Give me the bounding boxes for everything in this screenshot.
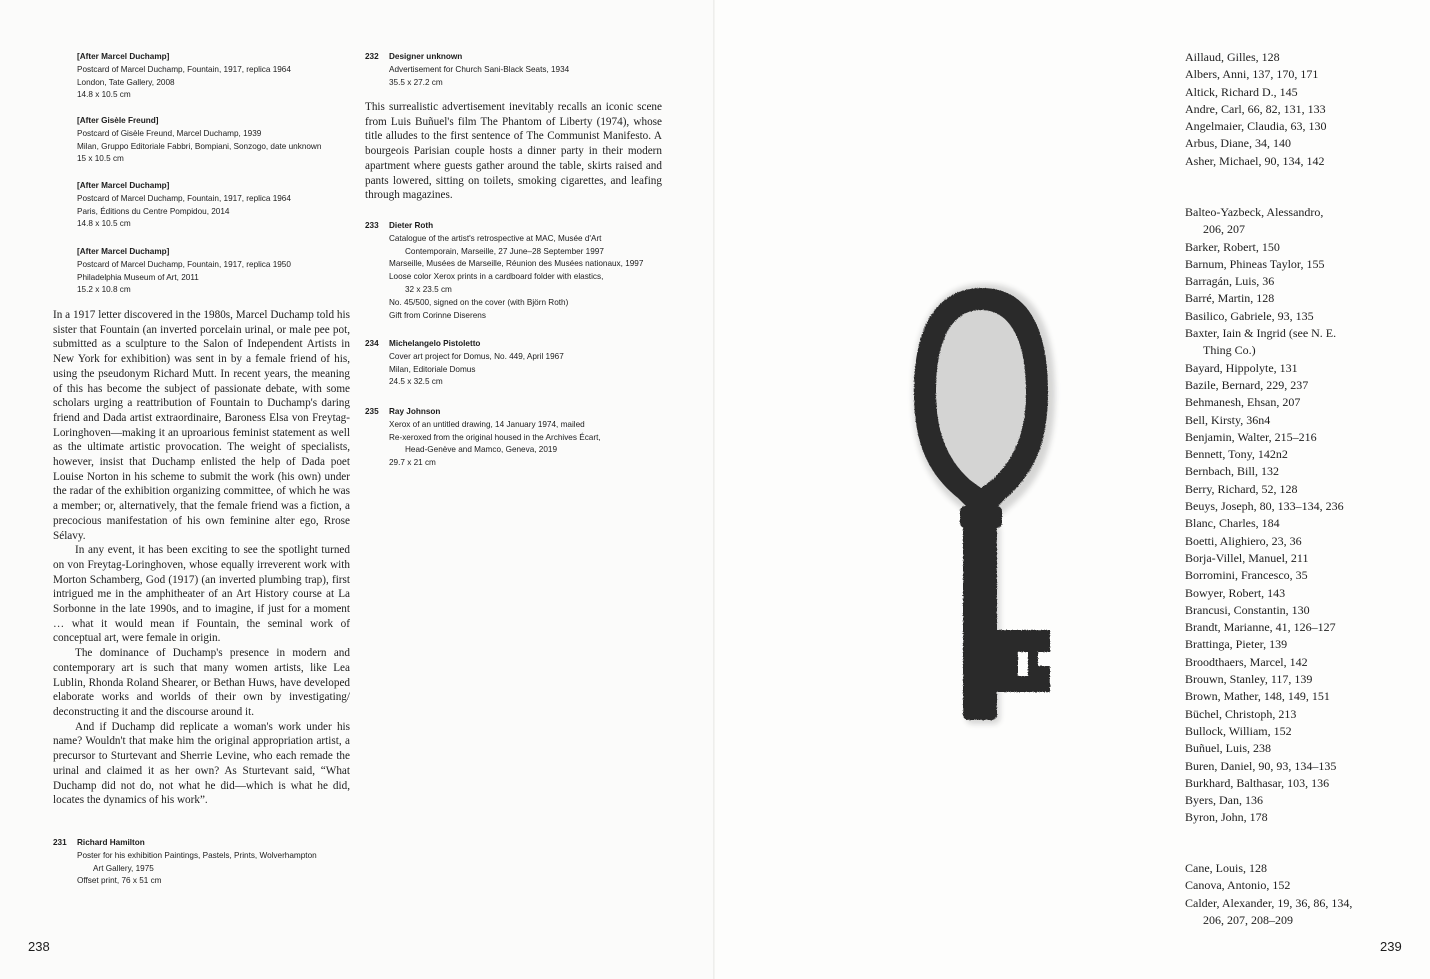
entry-head: [After Gisèle Freund] (77, 116, 159, 125)
entry-head: [After Marcel Duchamp] (77, 181, 170, 190)
entry-line: Postcard of Marcel Duchamp, Fountain, 1917, replica 1950 (77, 259, 291, 269)
index-entry: Buren, Daniel, 90, 93, 134–135 (1185, 758, 1337, 773)
essay-paragraph-4: And if Duchamp did replicate a woman's work under his name? Wouldn't that make him the original appropriation artist, a precursor to Sturtevant and Sherrie Levine, who each remade the urinal and claimed it as her own? As Sturtevant said, “What Duchamp did not do, not what he did—which is what he did, locates the dynamics of his work”. (53, 720, 350, 807)
iron-key-icon (900, 280, 1070, 740)
entry-line: Xerox of an untitled drawing, 14 January 1974, mailed (389, 419, 585, 429)
index-entry: Borromini, Francesco, 35 (1185, 568, 1308, 583)
book-gutter (713, 0, 715, 979)
index-entry: Brattinga, Pieter, 139 (1185, 637, 1288, 652)
index-entry: Angelmaier, Claudia, 63, 130 (1185, 119, 1327, 134)
page-number-right: 239 (1380, 939, 1402, 954)
entry-line: Head-Genève and Mamco, Geneva, 2019 (405, 445, 558, 455)
index-entry: Byers, Dan, 136 (1185, 793, 1263, 808)
index-entry: Brouwn, Stanley, 117, 139 (1185, 672, 1313, 687)
essay-232-paragraph: This surrealistic advertisement inevitably recalls an iconic scene from Luis Buñuel's film The Phantom of Liberty (1974), whose title alludes to the first sentence of The Communist Manifesto. A bourgeois Parisian couple hosts a dinner party in their modern apartment where guests gather around the table, skirts raised and pants lowered, sitting on toilets, smoking cigarettes, and leafing through magazines. (365, 101, 662, 202)
entry-line: Poster for his exhibition Paintings, Pastels, Prints, Wolverhampton (77, 850, 317, 860)
index-entry: Broodthaers, Marcel, 142 (1185, 654, 1308, 669)
index-entry: Blanc, Charles, 184 (1185, 516, 1280, 531)
index-entry-continued: Thing Co.) (1203, 343, 1256, 358)
catalogue-entry-232 (365, 51, 570, 89)
index-entry: Barragán, Luis, 36 (1185, 274, 1275, 289)
entry-head: Dieter Roth (389, 221, 434, 230)
index-entry-continued: 206, 207 (1203, 222, 1245, 237)
entry-line: 14.8 x 10.5 cm (77, 219, 131, 229)
index-entry: Aillaud, Gilles, 128 (1185, 50, 1280, 64)
entry-line: Marseille, Musées de Marseille, Réunion des Musées nationaux, 1997 (389, 259, 644, 269)
index-entry: Bullock, William, 152 (1185, 723, 1292, 738)
essay-text (53, 308, 350, 808)
entry-line: No. 45/500, signed on the cover (with Björn Roth) (389, 297, 569, 307)
index-entry: Boetti, Alighiero, 23, 36 (1185, 533, 1302, 548)
essay-232-text (365, 100, 662, 203)
index-entry: Büchel, Christoph, 213 (1185, 706, 1297, 721)
entry-line: 32 x 23.5 cm (405, 284, 452, 294)
entry-line: 24.5 x 32.5 cm (389, 377, 443, 387)
index-entry: Behmanesh, Ehsan, 207 (1185, 395, 1301, 410)
entry-line: Catalogue of the artist's retrospective at MAC, Musée d'Art (389, 233, 602, 243)
catalogue-entry-234 (365, 338, 564, 389)
entry-line: Paris, Éditions du Centre Pompidou, 2014 (77, 206, 230, 216)
entry-line: Milan, Editoriale Domus (389, 364, 476, 374)
entry-line: 15 x 10.5 cm (77, 154, 124, 164)
index-entry: Bennett, Tony, 142n2 (1185, 447, 1288, 462)
entry-line: Cover art project for Domus, No. 449, April 1967 (389, 351, 564, 361)
essay-paragraph-2: In any event, it has been exciting to see the spotlight turned on von Freytag-Loringhoven, whose equally irreverent work with Morton Schamberg, God (1917) (an inverted plumbing trap), first intrigued me in the amphitheater of an Art History course at La Sorbonne in the late 1990s, and to imagine, if just for a moment … what it would mean if Fountain, the seminal work of conceptual art, were female in origin. (53, 544, 350, 645)
catalogue-entry-231 (53, 837, 317, 888)
entry-line: Re-xeroxed from the original housed in the Archives Écart, (389, 432, 601, 442)
entry-line: Postcard of Marcel Duchamp, Fountain, 1917, replica 1964 (77, 64, 291, 74)
index-entry: Calder, Alexander, 19, 36, 86, 134, (1185, 895, 1353, 910)
index-entry: Cane, Louis, 128 (1185, 861, 1267, 875)
entry-number: 233 (365, 221, 379, 230)
page-number-left: 238 (28, 939, 50, 954)
entry-head: [After Marcel Duchamp] (77, 52, 170, 61)
index-entry: Barker, Robert, 150 (1185, 239, 1280, 254)
entry-line: Loose color Xerox prints in a cardboard folder with elastics, (389, 272, 604, 282)
entry-number: 235 (365, 407, 379, 416)
entry-line: 15.2 x 10.8 cm (77, 285, 131, 295)
entry-number: 234 (365, 339, 379, 348)
index-entry: Bowyer, Robert, 143 (1185, 585, 1286, 600)
index-entry: Brancusi, Constantin, 130 (1185, 602, 1310, 617)
index-entry: Beuys, Joseph, 80, 133–134, 236 (1185, 499, 1344, 514)
index-group-a (1185, 49, 1327, 170)
catalogue-entry-235 (365, 406, 601, 470)
postcard-entry-4 (77, 246, 291, 297)
entry-line: Postcard of Marcel Duchamp, Fountain, 1917, replica 1964 (77, 193, 291, 203)
index-entry: Brandt, Marianne, 41, 126–127 (1185, 620, 1336, 635)
index-entry: Arbus, Diane, 34, 140 (1185, 136, 1291, 151)
entry-head: [After Marcel Duchamp] (77, 247, 170, 256)
index-entry: Albers, Anni, 137, 170, 171 (1185, 67, 1319, 82)
postcard-entry-3 (77, 180, 291, 231)
entry-head: Designer unknown (389, 52, 463, 61)
entry-head: Michelangelo Pistoletto (389, 339, 481, 348)
entry-line: Advertisement for Church Sani-Black Seats, 1934 (389, 64, 570, 74)
index-entry: Bazile, Bernard, 229, 237 (1185, 377, 1309, 392)
index-entry: Barré, Martin, 128 (1185, 291, 1275, 306)
index-group-b (1185, 204, 1344, 827)
catalogue-entry-233 (365, 220, 644, 322)
entry-number: 232 (365, 52, 379, 61)
index-entry: Asher, Michael, 90, 134, 142 (1185, 153, 1325, 168)
index-entry: Benjamin, Walter, 215–216 (1185, 429, 1317, 444)
entry-line: Gift from Corinne Diserens (389, 310, 486, 320)
essay-paragraph-1: In a 1917 letter discovered in the 1980s, Marcel Duchamp told his sister that Fountain (an inverted porcelain urinal, or male pee pot, submitted as a sculpture to the Salon of Independent Artists in New York for exhibition) was sent in by a female friend of his, using the pseudonym Richard Mutt. In recent years, the meaning of this has become the subject of passionate debate, with some scholars urging a reattribution of Fountain to Duchamp's daring friend and Dada artist extraordinaire, Baroness Elsa von Freytag-Loringhoven—making it an uproarious feminist statement as well as the ultimate artistic provocation. The weight of specialists, however, insist that Duchamp enlisted the help of Dada poet Louise Norton in his scheme to submit the work (his own) under the radar of the exhibition organizing committee, of which he was a member; or, alternatively, that the female friend was a fiction, a precocious manifestation of his own feminine alter ego, Rrose Sélavy. (53, 309, 350, 542)
entry-line: Milan, Gruppo Editoriale Fabbri, Bompiani, Sonzogo, date unknown (77, 141, 322, 151)
entry-line: London, Tate Gallery, 2008 (77, 77, 175, 87)
index-entry: Bayard, Hippolyte, 131 (1185, 360, 1298, 375)
index-entry: Berry, Richard, 52, 128 (1185, 481, 1298, 496)
entry-line: Offset print, 76 x 51 cm (77, 876, 162, 886)
index-group-c (1185, 860, 1352, 929)
index-entry: Balteo-Yazbeck, Alessandro, (1185, 205, 1324, 219)
index-entry: Byron, John, 178 (1185, 810, 1268, 825)
entry-line: Philadelphia Museum of Art, 2011 (77, 272, 199, 282)
index-entry: Canova, Antonio, 152 (1185, 878, 1291, 893)
index-entry: Buñuel, Luis, 238 (1185, 741, 1271, 756)
postcard-entry-2 (77, 115, 321, 166)
index-entry: Barnum, Phineas Taylor, 155 (1185, 256, 1325, 271)
entry-line: Contemporain, Marseille, 27 June–28 September 1997 (405, 246, 604, 256)
entry-head: Richard Hamilton (77, 838, 145, 847)
entry-number: 231 (53, 838, 67, 847)
entry-line: Postcard of Gisèle Freund, Marcel Duchamp, 1939 (77, 128, 262, 138)
index-entry: Brown, Mather, 148, 149, 151 (1185, 689, 1330, 704)
index-entry: Basilico, Gabriele, 93, 135 (1185, 308, 1314, 323)
index-entry-continued: 206, 207, 208–209 (1203, 912, 1293, 927)
postcard-entry-1 (77, 51, 291, 102)
entry-line: 14.8 x 10.5 cm (77, 90, 131, 100)
essay-paragraph-3: The dominance of Duchamp's presence in modern and contemporary art is such that many women artists, like Lea Lublin, Rhonda Roland Shearer, or Bethan Huws, have developed elaborate works and worlds of their own by investigating/ deconstructing it and the discourse around it. (53, 647, 350, 718)
index-entry: Bell, Kirsty, 36n4 (1185, 412, 1271, 427)
index-entry: Burkhard, Balthasar, 103, 136 (1185, 775, 1330, 790)
entry-line: 35.5 x 27.2 cm (389, 77, 443, 87)
entry-line: Art Gallery, 1975 (93, 863, 154, 873)
index-entry: Bernbach, Bill, 132 (1185, 464, 1279, 479)
entry-line: 29.7 x 21 cm (389, 458, 436, 468)
index-entry: Borja-Villel, Manuel, 211 (1185, 550, 1309, 565)
index-entry: Altick, Richard D., 145 (1185, 84, 1298, 99)
entry-head: Ray Johnson (389, 407, 441, 416)
index-entry: Baxter, Iain & Ingrid (see N. E. (1185, 326, 1337, 341)
index-entry: Andre, Carl, 66, 82, 131, 133 (1185, 101, 1326, 116)
